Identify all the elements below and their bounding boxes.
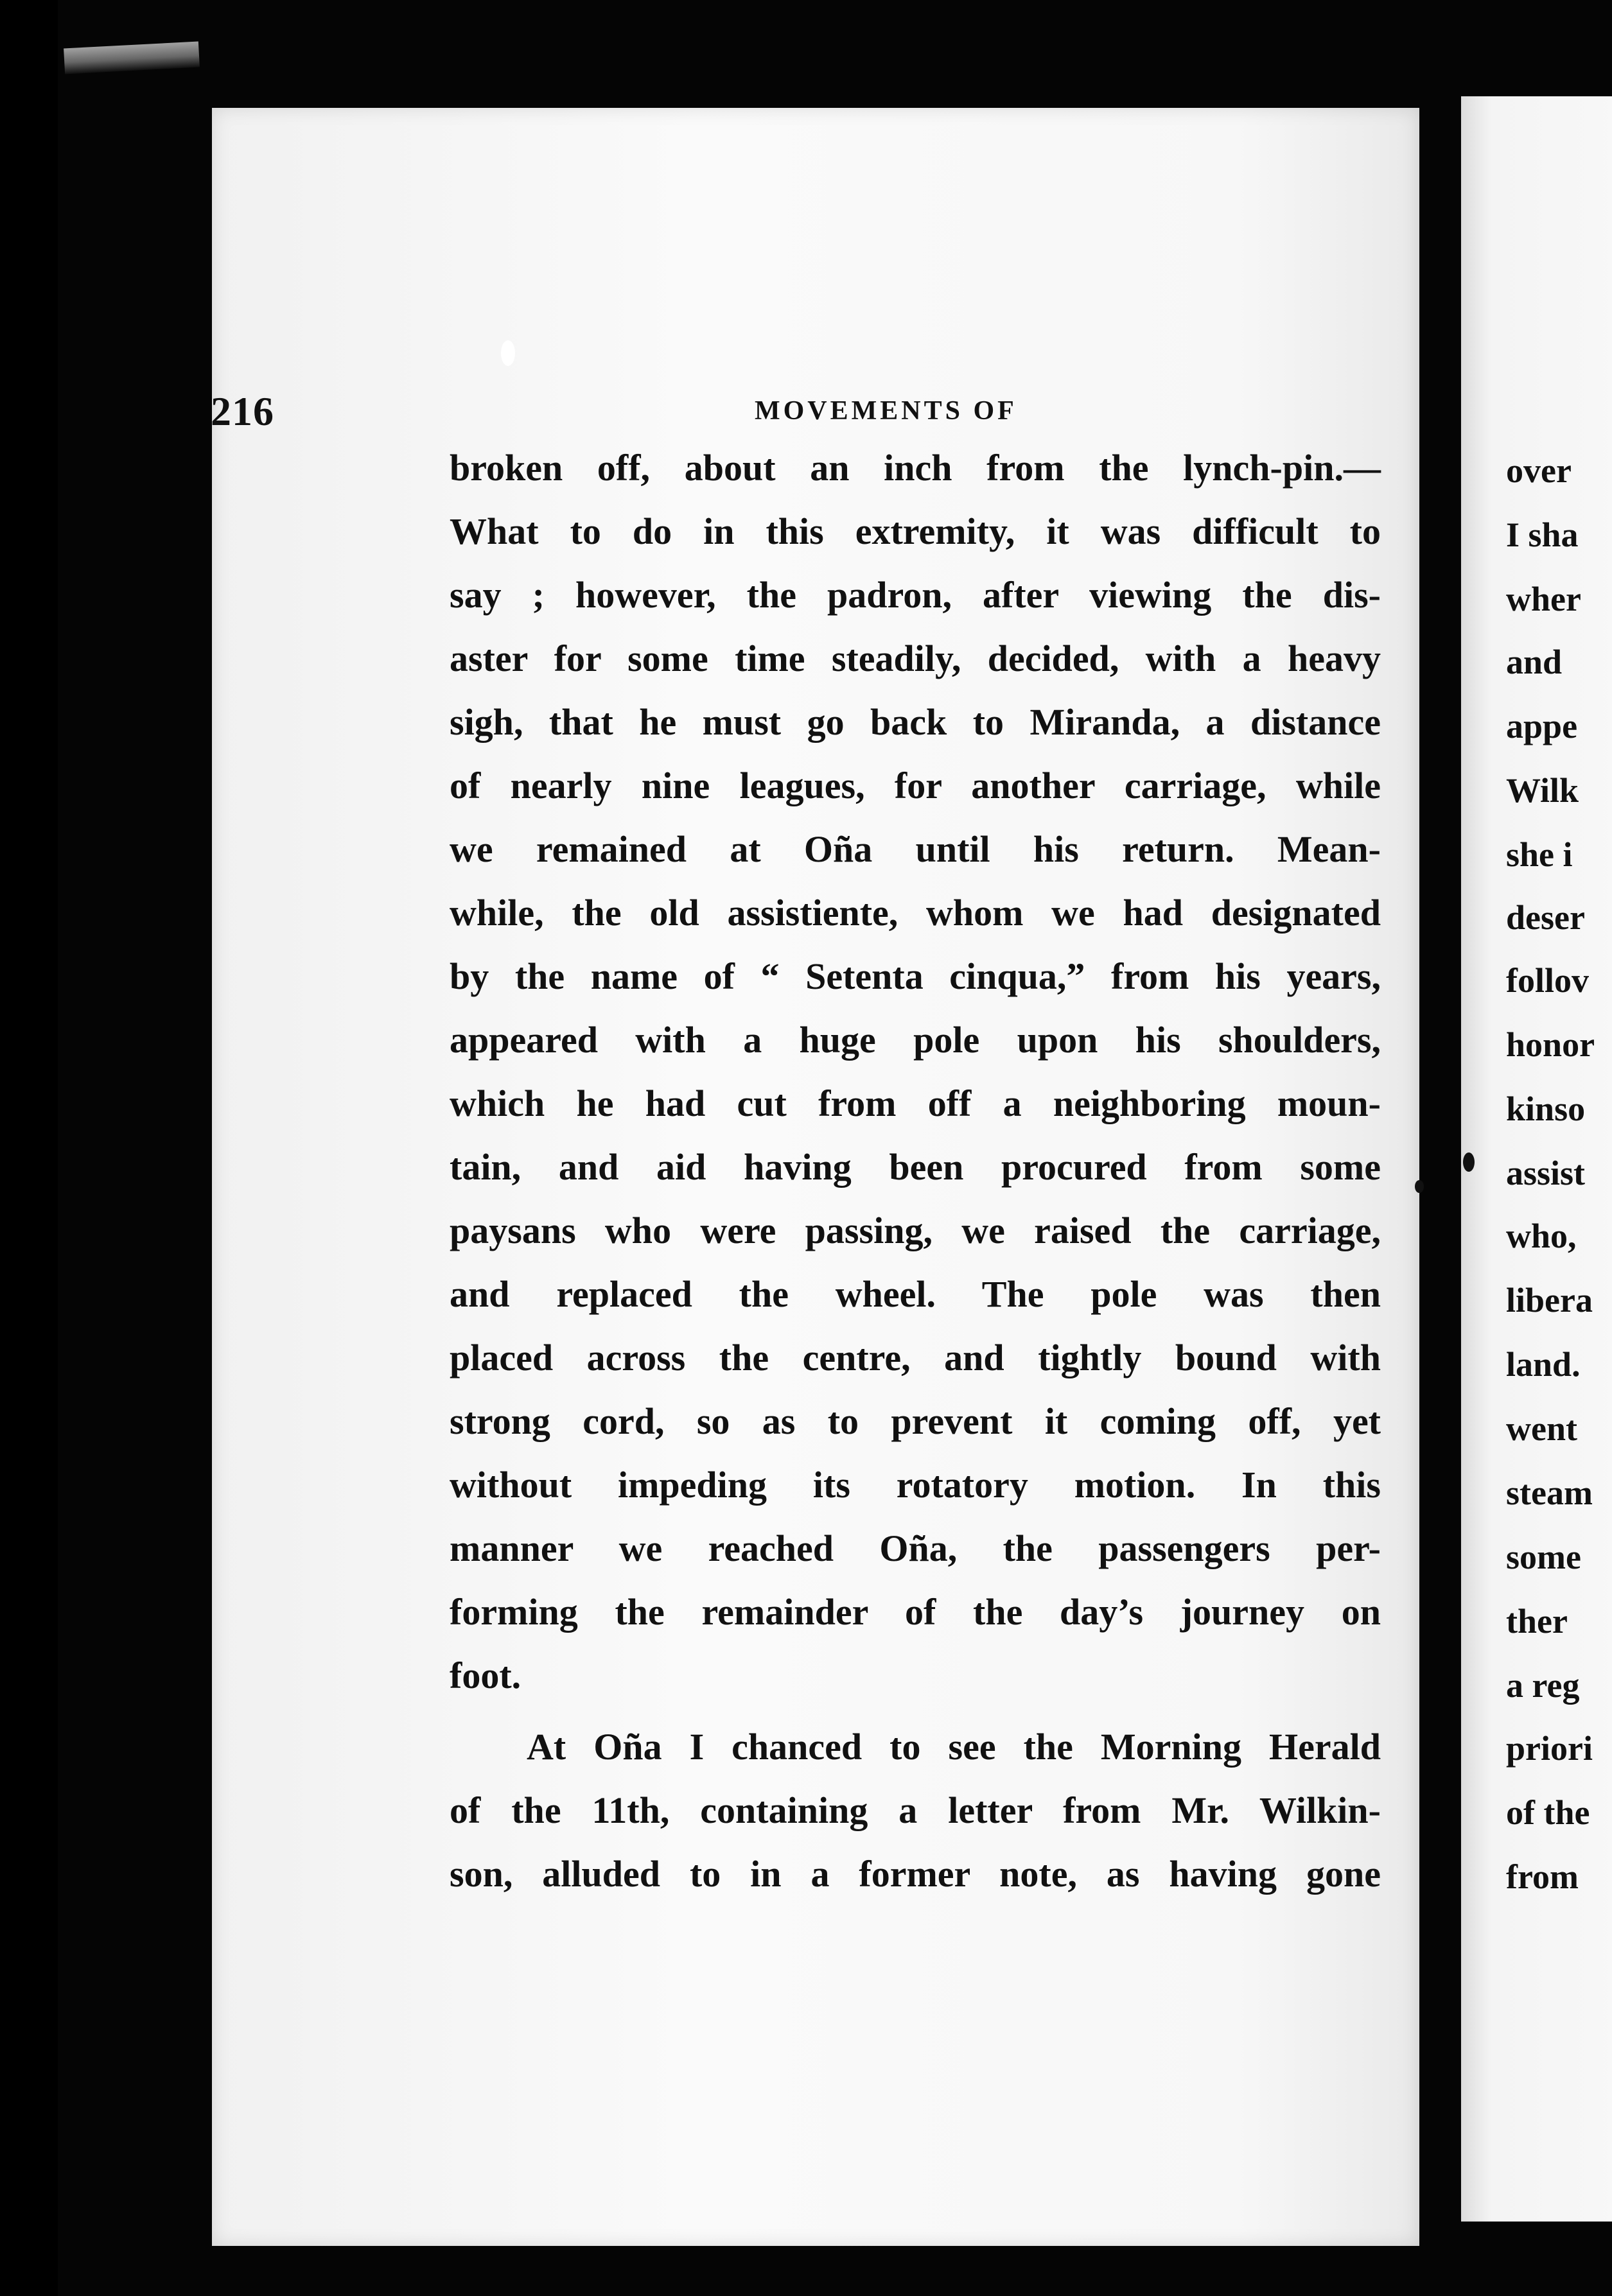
scan-speck: [1415, 1180, 1424, 1193]
fragment-line: priori: [1506, 1729, 1593, 1768]
fragment-line: follov: [1506, 961, 1589, 1000]
fragment-line: I sha: [1506, 516, 1579, 554]
fragment-line: went: [1506, 1409, 1577, 1448]
fragment-line: assist: [1506, 1154, 1586, 1192]
fragment-line: land.: [1506, 1345, 1581, 1384]
text-line: foot.: [450, 1655, 521, 1696]
text-line: forming the remainder of the day’s journey on: [450, 1591, 1381, 1633]
fragment-line: some: [1506, 1538, 1581, 1576]
fragment-line: she i: [1506, 835, 1573, 874]
fragment-line: appe: [1506, 707, 1578, 745]
running-head: MOVEMENTS OF: [755, 396, 1017, 426]
scan-margin-shadow: [0, 0, 58, 2296]
fragment-line: kinso: [1506, 1090, 1586, 1128]
fragment-line: ther: [1506, 1602, 1568, 1640]
paragraph-start-line: At Oña I chanced to see the Morning Herald: [527, 1726, 1381, 1768]
text-line: broken off, about an inch from the lynch-pin.—: [450, 447, 1381, 489]
text-line: tain, and aid having been procured from some: [450, 1146, 1381, 1188]
adjacent-page-fragment: [1461, 96, 1612, 2222]
page-number: 216: [211, 388, 274, 434]
fragment-line: libera: [1506, 1281, 1593, 1319]
fragment-line: and: [1506, 643, 1563, 681]
fragment-line: deser: [1506, 898, 1585, 937]
fragment-line: steam: [1506, 1474, 1593, 1512]
fragment-line: Wilk: [1506, 771, 1579, 810]
text-line: by the name of “ Setenta cinqua,” from his years,: [450, 955, 1381, 997]
text-line: sigh, that he must go back to Miranda, a distance: [450, 701, 1381, 743]
text-line: manner we reached Oña, the passengers per-: [450, 1527, 1381, 1569]
text-line: placed across the centre, and tightly bound with: [450, 1337, 1381, 1378]
text-line: while, the old assistiente, whom we had designated: [450, 892, 1381, 934]
text-line: of nearly nine leagues, for another carriage, while: [450, 765, 1381, 806]
text-line: of the 11th, containing a letter from Mr. Wilkin-: [450, 1789, 1381, 1831]
fragment-line: of the: [1506, 1793, 1590, 1832]
text-line: strong cord, so as to prevent it coming off, yet: [450, 1400, 1381, 1442]
scan-corner-artifact: [64, 42, 200, 74]
text-line: appeared with a huge pole upon his shoulders,: [450, 1019, 1381, 1061]
text-line: and replaced the wheel. The pole was then: [450, 1273, 1381, 1315]
fragment-line: a reg: [1506, 1666, 1580, 1705]
text-line: What to do in this extremity, it was difficult to: [450, 510, 1381, 552]
body-text: [450, 449, 1381, 1926]
scan-speck: [1463, 1152, 1475, 1172]
text-line: without impeding its rotatory motion. In this: [450, 1464, 1381, 1506]
text-line: which he had cut from off a neighboring moun-: [450, 1083, 1381, 1124]
text-line: say ; however, the padron, after viewing the dis-: [450, 574, 1381, 616]
fragment-line: who,: [1506, 1217, 1577, 1255]
text-line: paysans who were passing, we raised the carriage,: [450, 1210, 1381, 1251]
text-line: we remained at Oña until his return. Mean-: [450, 828, 1381, 870]
fragment-line: wher: [1506, 580, 1581, 618]
fragment-line: from: [1506, 1857, 1579, 1896]
fragment-line: over: [1506, 451, 1572, 490]
text-line: son, alluded to in a former note, as having gone: [450, 1853, 1381, 1895]
text-line: aster for some time steadily, decided, with a heavy: [450, 638, 1381, 679]
scan-speck: [501, 340, 515, 366]
fragment-line: honor: [1506, 1025, 1595, 1064]
